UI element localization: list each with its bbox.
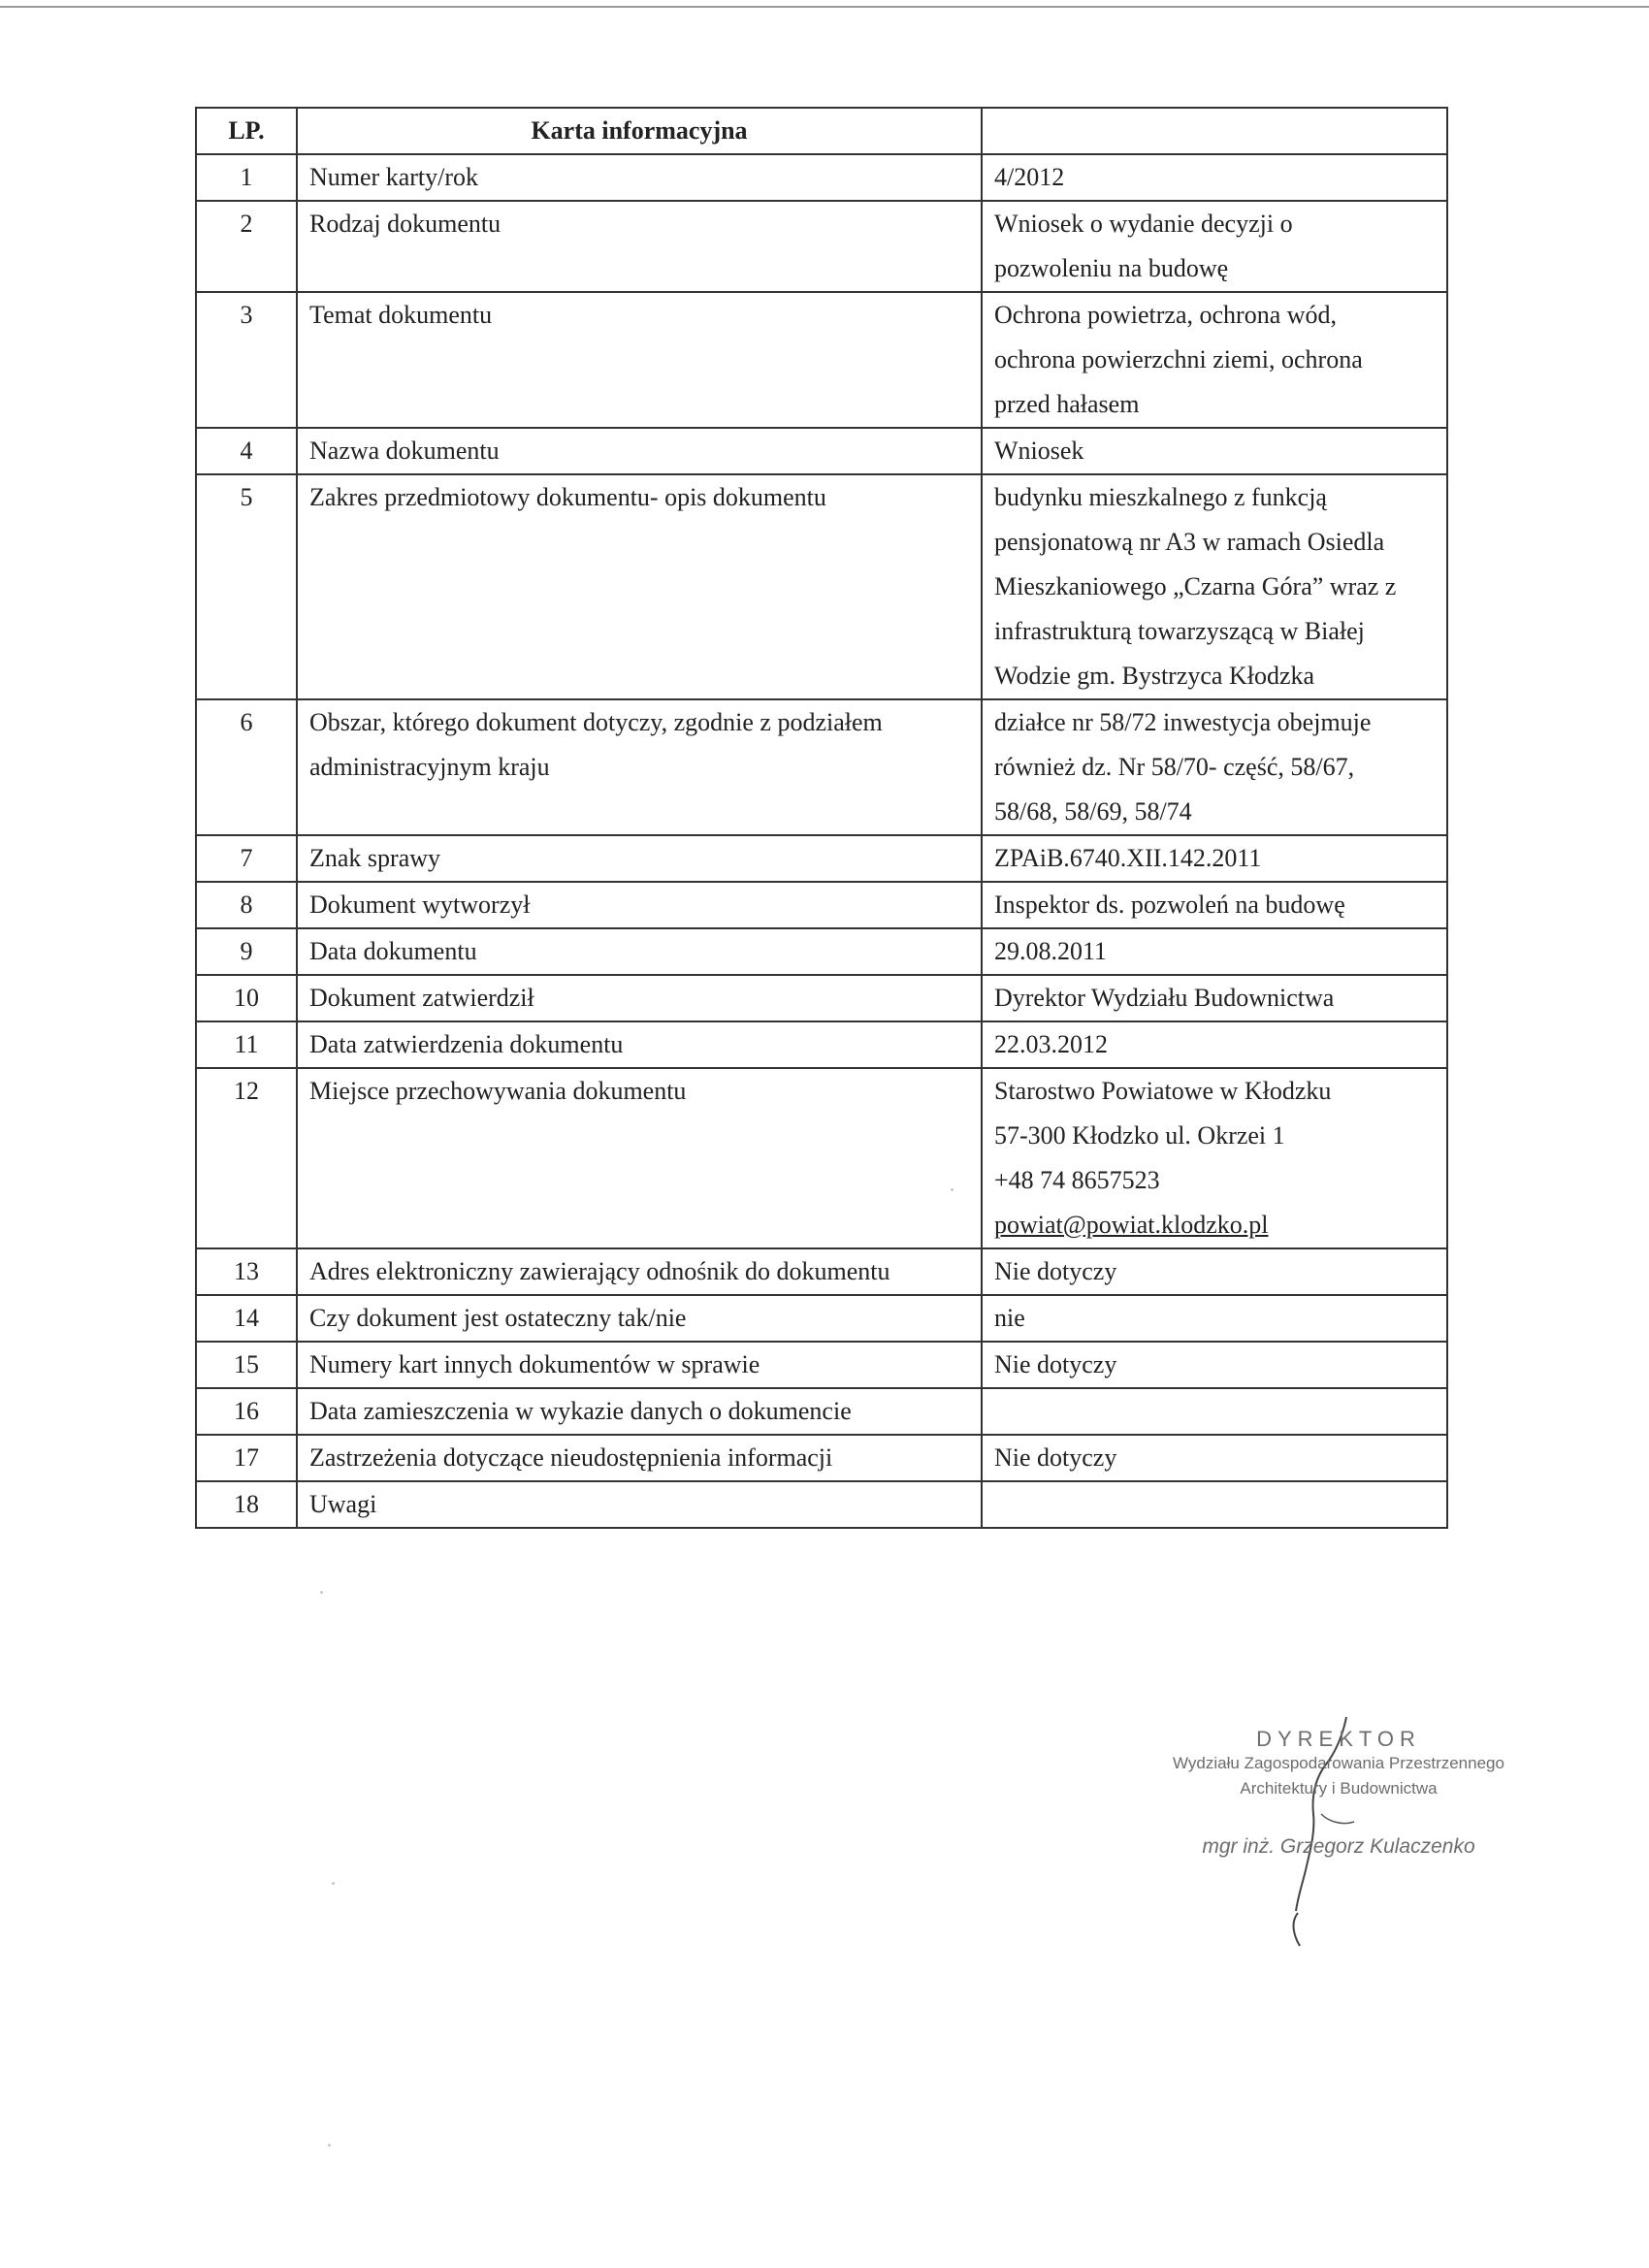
row-label-line: Miejsce przechowywania dokumentu xyxy=(309,1077,687,1105)
row-label xyxy=(297,835,982,882)
row-label-line: Data zatwierdzenia dokumentu xyxy=(309,1030,624,1058)
scan-speck xyxy=(332,1882,335,1885)
row-number: 8 xyxy=(196,882,297,928)
row-label-line: Numer karty/rok xyxy=(309,163,479,191)
table-row xyxy=(196,975,1447,1021)
row-label xyxy=(297,1021,982,1068)
table-row xyxy=(196,1021,1447,1068)
table-row xyxy=(196,154,1447,201)
director-stamp xyxy=(1135,1707,1542,1960)
row-number: 4 xyxy=(196,428,297,474)
row-value-line: Inspektor ds. pozwoleń na budowę xyxy=(994,891,1345,919)
row-value-line: 4/2012 xyxy=(994,163,1065,191)
row-value xyxy=(982,1342,1447,1388)
row-number: 11 xyxy=(196,1021,297,1068)
scan-speck xyxy=(951,1188,954,1191)
table-row xyxy=(196,835,1447,882)
row-value-line: przed hałasem xyxy=(994,390,1140,418)
row-label-line: Dokument zatwierdził xyxy=(309,984,534,1012)
row-value-line: 57-300 Kłodzko ul. Okrzei 1 xyxy=(994,1121,1285,1150)
row-number: 9 xyxy=(196,928,297,975)
table-row xyxy=(196,474,1447,699)
scan-top-edge xyxy=(0,6,1649,8)
row-label-line: Data dokumentu xyxy=(309,937,477,965)
row-value-line: infrastrukturą towarzyszącą w Białej xyxy=(994,617,1365,645)
table-row xyxy=(196,1068,1447,1248)
table-row xyxy=(196,1342,1447,1388)
row-label-line: Rodzaj dokumentu xyxy=(309,210,501,238)
row-label xyxy=(297,154,982,201)
row-label-line: Czy dokument jest ostateczny tak/nie xyxy=(309,1304,687,1332)
row-label xyxy=(297,1068,982,1248)
row-value-line: Mieszkaniowego „Czarna Góra” wraz z xyxy=(994,572,1397,600)
row-value-line: również dz. Nr 58/70- część, 58/67, xyxy=(994,753,1355,781)
row-value-line: Nie dotyczy xyxy=(994,1443,1117,1472)
header-value xyxy=(982,108,1447,154)
row-value-line: Wniosek xyxy=(994,437,1084,465)
row-value-line: Dyrektor Wydziału Budownictwa xyxy=(994,984,1335,1012)
row-value xyxy=(982,1435,1447,1481)
row-value xyxy=(982,928,1447,975)
row-label-line: Zastrzeżenia dotyczące nieudostępnienia informacji xyxy=(309,1443,833,1472)
row-value xyxy=(982,474,1447,699)
row-value-line: budynku mieszkalnego z funkcją xyxy=(994,483,1327,511)
row-label xyxy=(297,1342,982,1388)
row-number: 6 xyxy=(196,699,297,835)
scan-speck xyxy=(328,2144,331,2147)
row-number: 18 xyxy=(196,1481,297,1528)
header-title: Karta informacyjna xyxy=(297,108,982,154)
table-row xyxy=(196,201,1447,292)
row-label xyxy=(297,1248,982,1295)
row-value xyxy=(982,835,1447,882)
row-value-line: Nie dotyczy xyxy=(994,1350,1117,1378)
row-number: 15 xyxy=(196,1342,297,1388)
table-row xyxy=(196,882,1447,928)
row-number: 14 xyxy=(196,1295,297,1342)
table-header-row xyxy=(196,108,1447,154)
row-label xyxy=(297,1388,982,1435)
row-value xyxy=(982,699,1447,835)
row-value xyxy=(982,154,1447,201)
row-label xyxy=(297,882,982,928)
table-row xyxy=(196,699,1447,835)
table-row xyxy=(196,1481,1447,1528)
scan-speck xyxy=(320,1591,323,1594)
information-card-table xyxy=(195,107,1448,1529)
row-value-line: +48 74 8657523 xyxy=(994,1166,1160,1194)
row-value-line: Nie dotyczy xyxy=(994,1257,1117,1285)
row-value xyxy=(982,201,1447,292)
row-value xyxy=(982,1388,1447,1435)
row-label xyxy=(297,928,982,975)
row-label xyxy=(297,1295,982,1342)
email-link[interactable]: powiat@powiat.klodzko.pl xyxy=(994,1211,1269,1239)
row-label xyxy=(297,474,982,699)
row-label xyxy=(297,975,982,1021)
row-number: 7 xyxy=(196,835,297,882)
table-row xyxy=(196,1248,1447,1295)
row-value xyxy=(982,428,1447,474)
row-label xyxy=(297,699,982,835)
table-row xyxy=(196,292,1447,428)
table-row xyxy=(196,428,1447,474)
row-value xyxy=(982,975,1447,1021)
row-value-line: 22.03.2012 xyxy=(994,1030,1108,1058)
row-label-line: Temat dokumentu xyxy=(309,301,493,329)
row-label xyxy=(297,1435,982,1481)
row-value-line: Wodzie gm. Bystrzyca Kłodzka xyxy=(994,662,1315,690)
row-label-line: Dokument wytworzył xyxy=(309,891,531,919)
row-value-line: 58/68, 58/69, 58/74 xyxy=(994,797,1192,826)
row-value-line: działce nr 58/72 inwestycja obejmuje xyxy=(994,708,1372,736)
row-value-line: nie xyxy=(994,1304,1025,1332)
row-number: 17 xyxy=(196,1435,297,1481)
row-number: 12 xyxy=(196,1068,297,1248)
row-label-line: Nazwa dokumentu xyxy=(309,437,500,465)
table-row xyxy=(196,1295,1447,1342)
row-number: 2 xyxy=(196,201,297,292)
row-label-line: Zakres przedmiotowy dokumentu- opis dokumentu xyxy=(309,483,826,511)
row-value-line: ZPAiB.6740.XII.142.2011 xyxy=(994,844,1262,872)
row-label-line: Obszar, którego dokument dotyczy, zgodnie z podziałem xyxy=(309,708,883,736)
row-number: 16 xyxy=(196,1388,297,1435)
row-value-line: ochrona powierzchni ziemi, ochrona xyxy=(994,345,1363,373)
stamp-department-line2: Architektury i Budownictwa xyxy=(1240,1779,1438,1798)
row-value xyxy=(982,882,1447,928)
row-label-line: Data zamieszczenia w wykazie danych o dokumencie xyxy=(309,1397,852,1425)
row-number: 13 xyxy=(196,1248,297,1295)
table-row xyxy=(196,1388,1447,1435)
row-label-line: Adres elektroniczny zawierający odnośnik do dokumentu xyxy=(309,1257,890,1285)
table-row xyxy=(196,1435,1447,1481)
row-number: 1 xyxy=(196,154,297,201)
stamp-name: mgr inż. Grzegorz Kulaczenko xyxy=(1202,1835,1475,1858)
row-label-line: Uwagi xyxy=(309,1490,377,1518)
header-lp: LP. xyxy=(196,108,297,154)
row-value-line: pensjonatową nr A3 w ramach Osiedla xyxy=(994,528,1385,556)
row-number: 5 xyxy=(196,474,297,699)
row-label xyxy=(297,201,982,292)
row-value xyxy=(982,1068,1447,1248)
row-value-line: pozwoleniu na budowę xyxy=(994,254,1229,282)
row-value xyxy=(982,1295,1447,1342)
row-value-line: Wniosek o wydanie decyzji o xyxy=(994,210,1293,238)
row-label-line: administracyjnym kraju xyxy=(309,753,550,781)
row-value xyxy=(982,292,1447,428)
row-number: 3 xyxy=(196,292,297,428)
row-label xyxy=(297,428,982,474)
row-value-line: Starostwo Powiatowe w Kłodzku xyxy=(994,1077,1332,1105)
row-number: 10 xyxy=(196,975,297,1021)
row-label xyxy=(297,1481,982,1528)
row-value-line: Ochrona powietrza, ochrona wód, xyxy=(994,301,1338,329)
stamp-department-line1: Wydziału Zagospodarowania Przestrzennego xyxy=(1173,1754,1504,1772)
row-label xyxy=(297,292,982,428)
row-label-line: Numery kart innych dokumentów w sprawie xyxy=(309,1350,760,1378)
stamp-title: DYREKTOR xyxy=(1256,1727,1421,1751)
table-row xyxy=(196,928,1447,975)
row-label-line: Znak sprawy xyxy=(309,844,441,872)
row-value xyxy=(982,1021,1447,1068)
row-value-line: 29.08.2011 xyxy=(994,937,1108,965)
row-value xyxy=(982,1248,1447,1295)
row-value xyxy=(982,1481,1447,1528)
